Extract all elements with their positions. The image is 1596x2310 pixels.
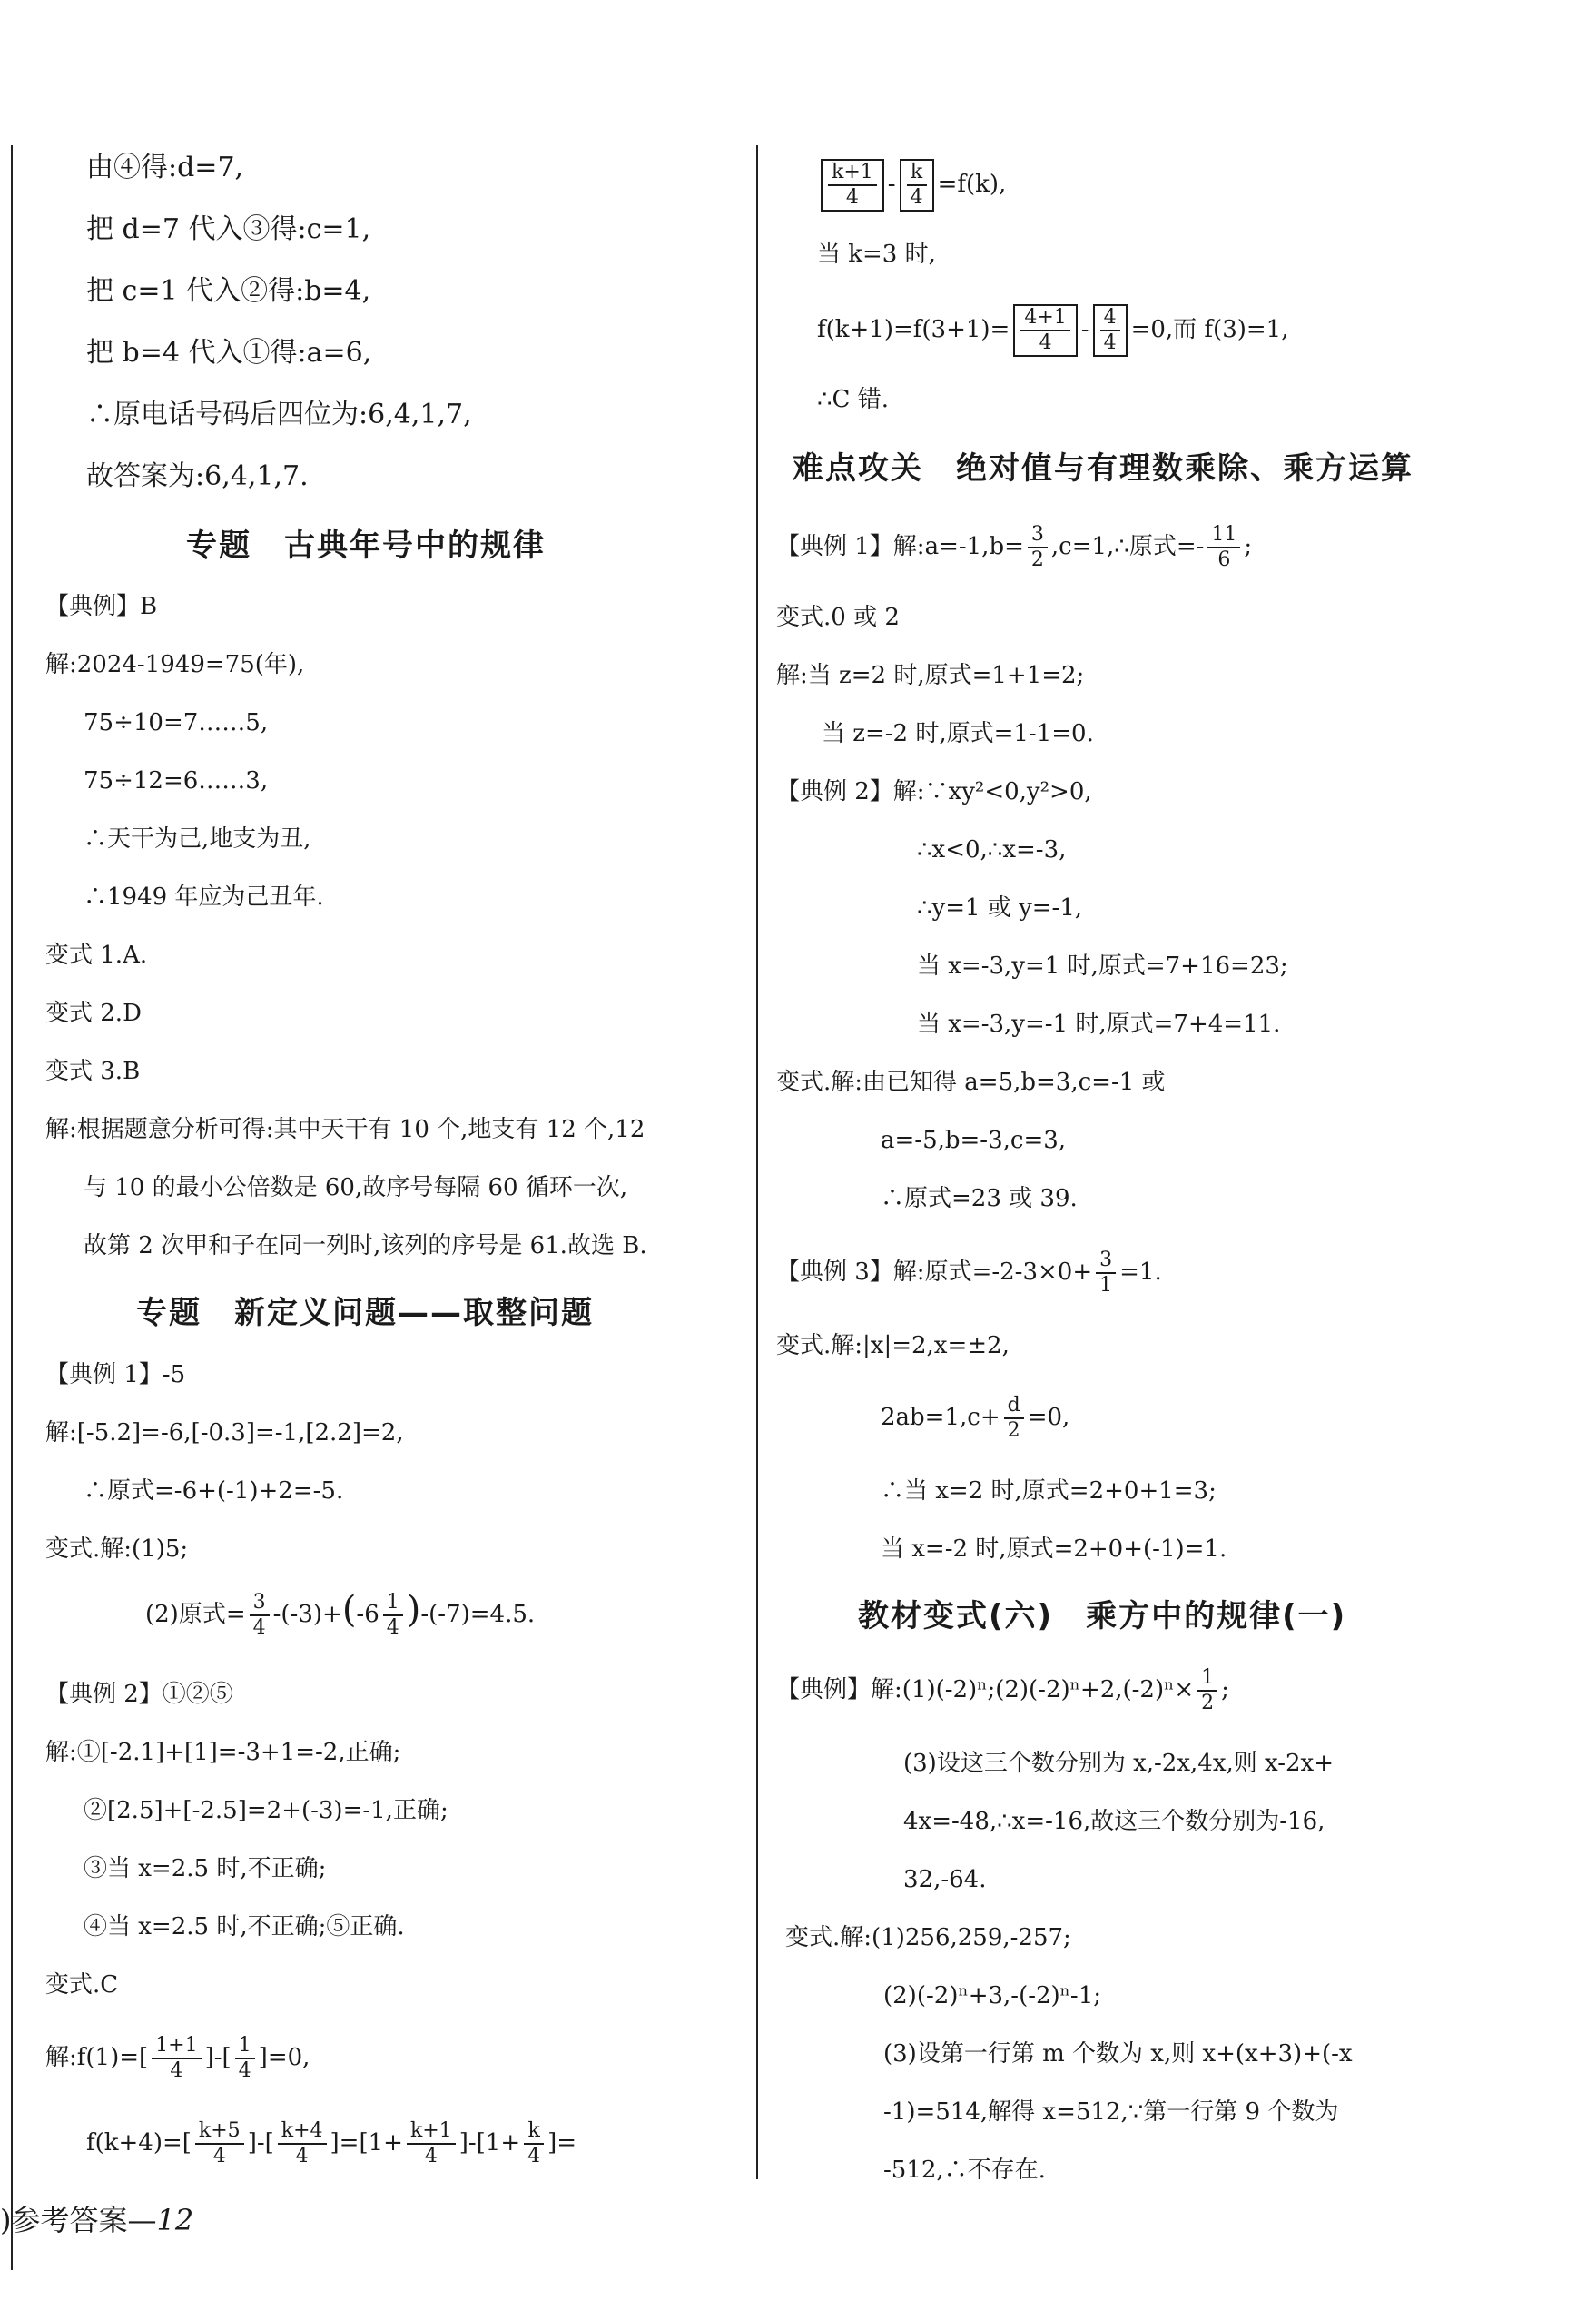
text-line: 当 k=3 时, (817, 241, 936, 268)
formula-line (817, 304, 1288, 357)
bracket (1013, 304, 1077, 357)
text-span: =0,而 f(3)=1, (1130, 316, 1289, 343)
fraction (907, 161, 927, 210)
fraction (407, 2119, 456, 2168)
text-line: 解:[-5.2]=-6,[-0.3]=-1,[2.2]=2, (45, 1419, 404, 1446)
denominator: 4 (295, 2145, 309, 2167)
formula-line (145, 1591, 535, 1640)
formula-line (86, 2119, 576, 2168)
text-line: 变式.解:由已知得 a=5,b=3,c=-1 或 (776, 1069, 1166, 1096)
fraction (278, 2119, 327, 2168)
denominator: 4 (1039, 331, 1052, 354)
text-line: 把 d=7 代入③得:c=1, (86, 213, 371, 245)
text-line: 解:当 z=2 时,原式=1+1=2; (776, 662, 1085, 689)
formula-line (45, 2034, 310, 2083)
text-line: 32,-64. (903, 1866, 987, 1893)
denominator: 4 (212, 2145, 226, 2167)
formula-line (776, 523, 1252, 572)
text-span: -6 (356, 1601, 379, 1628)
text-span: f(k+1)=f(3+1)= (817, 316, 1010, 343)
text-line: 【典例 1】-5 (45, 1361, 186, 1388)
fraction (1197, 1666, 1217, 1715)
text-line: 变式.C (45, 1971, 119, 1999)
text-line: ∴天干为己,地支为丑, (84, 825, 311, 853)
text-line: ∴原式=23 或 39. (881, 1185, 1078, 1212)
text-line: 解:①[-2.1]+[1]=-3+1=-2,正确; (45, 1739, 401, 1766)
page-footer (0, 2197, 193, 2239)
page-number: 12 (156, 2203, 194, 2237)
text-line: 当 x=-3,y=-1 时,原式=7+4=11. (917, 1011, 1281, 1038)
text-span: 【典例 3】解:原式=-2-3×0+ (776, 1259, 1093, 1286)
numerator: 1 (1197, 1666, 1217, 1692)
text-span: 2ab=1,c+ (881, 1404, 1000, 1431)
text-line: 由④得:d=7, (86, 152, 244, 183)
numerator: k (907, 161, 927, 186)
text-line: (2)(-2)ⁿ+3,-(-2)ⁿ-1; (883, 1982, 1102, 2009)
denominator: 6 (1217, 548, 1231, 571)
numerator: 1 (383, 1591, 403, 1616)
text-line: 把 c=1 代入②得:b=4, (86, 275, 371, 307)
fraction (235, 2034, 255, 2083)
section-heading: 专题 古典年号中的规律 (186, 528, 546, 564)
fraction (383, 1591, 403, 1640)
fraction (195, 2119, 244, 2168)
text-line: ∴y=1 或 y=-1, (917, 894, 1083, 922)
text-span: =0, (1027, 1404, 1070, 1431)
formula-line (776, 1666, 1229, 1715)
text-line: 4x=-48,∴x=-16,故这三个数分别为-16, (903, 1808, 1325, 1835)
formula-line (817, 159, 1006, 212)
text-span: =f(k), (937, 171, 1007, 198)
text-line: 把 b=4 代入①得:a=6, (86, 337, 372, 369)
section-heading: 专题 新定义问题——取整问题 (136, 1295, 594, 1331)
fraction (1100, 306, 1120, 355)
denominator: 4 (845, 186, 859, 209)
formula-line (881, 1394, 1069, 1443)
denominator: 2 (1201, 1692, 1215, 1714)
formula-line (776, 1249, 1162, 1298)
column-divider (756, 145, 758, 2179)
numerator: k (524, 2119, 544, 2145)
numerator: 4 (1100, 306, 1120, 331)
numerator: 11 (1207, 523, 1240, 548)
denominator: 1 (1099, 1274, 1113, 1297)
text-span: 解:f(1)=[ (45, 2044, 149, 2071)
right-column (767, 0, 1596, 2310)
text-span: ]-[1+ (458, 2129, 521, 2157)
fraction (152, 2034, 201, 2083)
fraction (524, 2119, 544, 2168)
text-line: 变式 2.D (45, 1000, 142, 1027)
bracket (900, 159, 934, 212)
numerator: 1 (235, 2034, 255, 2059)
left-column (0, 0, 754, 2310)
text-span: ]= (547, 2129, 577, 2157)
text-span: ; (1244, 533, 1253, 560)
denominator: 4 (424, 2145, 438, 2167)
denominator: 4 (386, 1616, 399, 1639)
denominator: 2 (1030, 548, 1044, 571)
text-span: - (1080, 316, 1089, 343)
bracket (821, 159, 884, 212)
text-line: ∴x<0,∴x=-3, (917, 836, 1067, 864)
fraction (1028, 523, 1048, 572)
text-span: f(k+4)=[ (86, 2129, 192, 2157)
text-line: ∴1949 年应为己丑年. (84, 884, 324, 911)
numerator: k+5 (195, 2119, 244, 2145)
numerator: 4+1 (1020, 306, 1069, 331)
text-line: 解:根据题意分析可得:其中天干有 10 个,地支有 12 个,12 (45, 1116, 645, 1143)
denominator: 4 (910, 186, 923, 209)
text-line: 故答案为:6,4,1,7. (86, 460, 309, 492)
numerator: 3 (1028, 523, 1048, 548)
text-line: ②[2.5]+[-2.5]=2+(-3)=-1,正确; (84, 1797, 448, 1824)
text-span: ]-[ (247, 2129, 274, 2157)
numerator: 3 (1096, 1249, 1116, 1274)
paren: ) (406, 1589, 421, 1631)
text-line: 变式.解:|x|=2,x=±2, (776, 1332, 1010, 1359)
text-line: 当 x=-2 时,原式=2+0+(-1)=1. (881, 1535, 1227, 1563)
text-span: ; (1221, 1676, 1229, 1703)
bracket (1093, 304, 1128, 357)
text-span: - (887, 171, 896, 198)
text-line: 75÷10=7……5, (84, 709, 269, 736)
fraction (1096, 1249, 1116, 1298)
text-line: -1)=514,解得 x=512,∵第一行第 9 个数为 (883, 2098, 1339, 2126)
text-line: ∴原电话号码后四位为:6,4,1,7, (86, 399, 472, 430)
text-span: -(-7)=4.5. (420, 1601, 536, 1628)
text-line: 当 x=-3,y=1 时,原式=7+16=23; (917, 953, 1288, 980)
text-line: ∴C 错. (817, 386, 889, 413)
denominator: 2 (1007, 1419, 1020, 1442)
text-line: 【典例】B (45, 593, 158, 620)
text-line: (3)设第一行第 m 个数为 x,则 x+(x+3)+(-x (883, 2040, 1353, 2068)
fraction (250, 1591, 270, 1640)
paren: ( (341, 1589, 357, 1631)
text-line: a=-5,b=-3,c=3, (881, 1127, 1067, 1154)
text-line: 【典例 2】①②⑤ (45, 1681, 233, 1708)
denominator: 4 (1103, 331, 1117, 354)
numerator: 1+1 (152, 2034, 201, 2059)
text-line: 变式.解:(1)5; (45, 1535, 189, 1563)
text-line: 与 10 的最小公倍数是 60,故序号每隔 60 循环一次, (84, 1174, 628, 1201)
section-heading: 难点攻关 绝对值与有理数乘除、乘方运算 (793, 450, 1414, 487)
text-line: 变式 1.A. (45, 942, 148, 969)
numerator: d (1004, 1394, 1024, 1419)
text-span: -(-3)+ (272, 1601, 342, 1628)
text-line: ③当 x=2.5 时,不正确; (84, 1855, 327, 1882)
numerator: k+1 (407, 2119, 456, 2145)
text-line: ④当 x=2.5 时,不正确;⑤正确. (84, 1913, 405, 1940)
text-line: ∴当 x=2 时,原式=2+0+1=3; (881, 1477, 1217, 1505)
text-span: 【典例 1】解:a=-1,b= (776, 533, 1024, 560)
text-span: ]-[ (204, 2044, 232, 2071)
text-span: ,c=1,∴原式=- (1050, 533, 1205, 560)
text-line: 变式.0 或 2 (776, 604, 900, 631)
text-span: ]=[1+ (330, 2129, 403, 2157)
denominator: 4 (252, 1616, 266, 1639)
fraction (1207, 523, 1240, 572)
numerator: k+1 (828, 161, 877, 186)
text-line: 75÷12=6……3, (84, 767, 269, 795)
text-line: 【典例 2】解:∵xy²<0,y²>0, (776, 778, 1092, 805)
fraction (828, 161, 877, 210)
text-line: 变式.解:(1)256,259,-257; (785, 1924, 1071, 1951)
text-span: (2)原式= (145, 1601, 246, 1628)
denominator: 4 (170, 2059, 183, 2082)
text-line: 当 z=-2 时,原式=1-1=0. (822, 720, 1094, 747)
denominator: 4 (527, 2145, 541, 2167)
text-span: ]=0, (258, 2044, 310, 2071)
text-line: 故第 2 次甲和子在同一列时,该列的序号是 61.故选 B. (84, 1232, 647, 1259)
fraction (1020, 306, 1069, 355)
text-line: ∴原式=-6+(-1)+2=-5. (84, 1477, 344, 1505)
footer-label: )参考答案— (0, 2203, 157, 2237)
section-heading: 教材变式(六) 乘方中的规律(一) (858, 1598, 1347, 1634)
text-line: -512,∴不存在. (883, 2157, 1046, 2184)
text-line: 解:2024-1949=75(年), (45, 651, 305, 678)
denominator: 4 (238, 2059, 251, 2082)
numerator: 3 (250, 1591, 270, 1616)
numerator: k+4 (278, 2119, 327, 2145)
text-span: 【典例】解:(1)(-2)ⁿ;(2)(-2)ⁿ+2,(-2)ⁿ× (776, 1676, 1195, 1703)
fraction (1004, 1394, 1024, 1443)
text-line: (3)设这三个数分别为 x,-2x,4x,则 x-2x+ (903, 1750, 1334, 1777)
text-span: =1. (1119, 1259, 1162, 1286)
text-line: 变式 3.B (45, 1058, 141, 1085)
